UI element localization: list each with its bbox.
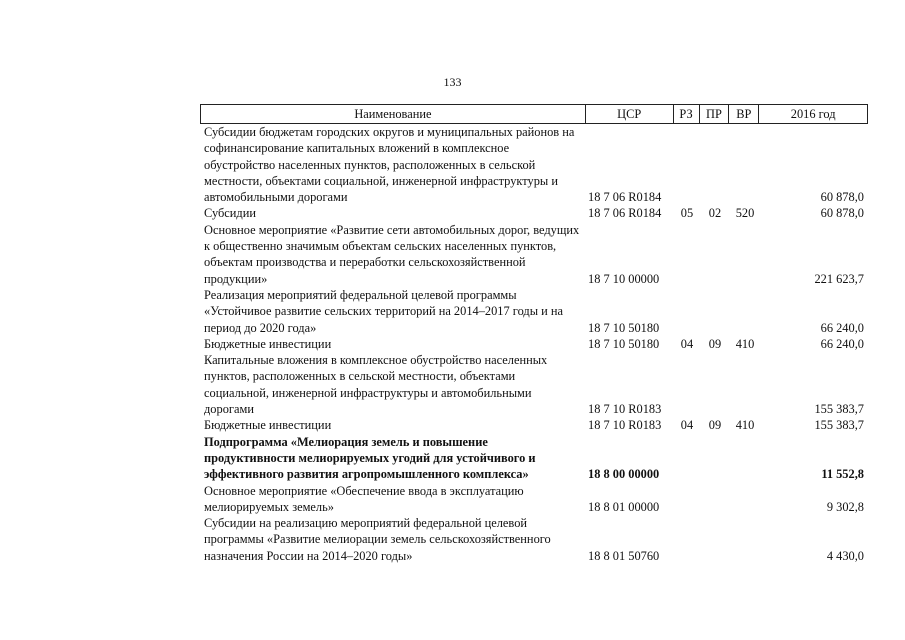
header-pr: ПР <box>700 105 730 123</box>
row-name: Реализация мероприятий федеральной целевой программы «Устойчивое развитие сельских территорий на 2014–2017 годы и на период до 2020 года» <box>204 287 563 335</box>
table-body <box>200 124 868 564</box>
row-name: Основное мероприятие «Обеспечение ввода в эксплуатацию мелиорируемых земель» <box>204 483 524 514</box>
row-name: Капитальные вложения в комплексное обустройство населенных пунктов, расположенных в сельской местности, объектами социальной, инженерной инфраструктуры и автомобильными дорогами <box>204 353 548 417</box>
header-csr: ЦСР <box>586 105 674 123</box>
header-rz: РЗ <box>674 105 700 123</box>
table-header <box>200 104 868 124</box>
row-csr: 18 7 10 R0183 <box>588 418 662 433</box>
row-rz: 04 <box>680 418 694 433</box>
row-amount: 60 878,0 <box>820 206 864 221</box>
row-vr: 410 <box>735 336 755 351</box>
table-row <box>200 483 868 516</box>
row-csr: 18 8 01 00000 <box>588 499 660 514</box>
row-name: Бюджетные инвестиции <box>204 418 332 433</box>
row-rz: 05 <box>680 206 694 221</box>
row-amount: 155 383,7 <box>814 402 864 417</box>
row-pr: 09 <box>708 336 722 351</box>
row-amount: 155 383,7 <box>814 418 864 433</box>
header-name: Наименование <box>201 105 586 123</box>
budget-table <box>200 104 868 564</box>
row-amount: 9 302,8 <box>826 499 864 514</box>
table-row <box>200 352 868 417</box>
header-vr: ВР <box>729 105 759 123</box>
row-csr: 18 8 01 50760 <box>588 548 660 563</box>
row-csr: 18 7 06 R0184 <box>588 206 662 221</box>
row-amount: 60 878,0 <box>820 190 864 205</box>
row-csr: 18 7 06 R0184 <box>588 190 662 205</box>
row-vr: 410 <box>735 418 755 433</box>
row-name: Подпрограмма «Мелиорация земель и повышение продуктивности мелиорируемых угодий для устойчивого и эффективного развития агропромышленного комплекса» <box>204 434 536 482</box>
row-name: Основное мероприятие «Развитие сети автомобильных дорог, ведущих к общественно значимым объектам сельских населенных пунктов, объектам производства и переработки сельскохозяйственной продукции» <box>204 222 580 286</box>
header-year: 2016 год <box>790 107 836 121</box>
row-csr: 18 7 10 50180 <box>588 336 660 351</box>
table-row <box>200 205 868 221</box>
table-row <box>200 417 868 433</box>
table-row <box>200 287 868 336</box>
row-csr: 18 7 10 R0183 <box>588 402 662 417</box>
row-pr: 02 <box>708 206 722 221</box>
row-csr: 18 7 10 50180 <box>588 320 660 335</box>
row-amount: 221 623,7 <box>814 271 864 286</box>
row-rz: 04 <box>680 336 694 351</box>
row-csr: 18 7 10 00000 <box>588 271 660 286</box>
row-name: Субсидии <box>204 206 256 221</box>
table-row <box>200 515 868 564</box>
table-row <box>200 434 868 483</box>
table-row <box>200 222 868 287</box>
row-csr: 18 8 00 00000 <box>588 467 660 482</box>
row-amount: 11 552,8 <box>821 467 864 482</box>
row-name: Субсидии на реализацию мероприятий федеральной целевой программы «Развитие мелиорации земель сельскохозяйственного назначения России на 2014–2020 годы» <box>204 516 551 563</box>
row-pr: 09 <box>708 418 722 433</box>
table-row <box>200 336 868 352</box>
page-number: 133 <box>443 75 462 89</box>
row-amount: 66 240,0 <box>820 320 864 335</box>
row-vr: 520 <box>735 206 755 221</box>
row-name: Субсидии бюджетам городских округов и муниципальных районов на софинансирование капитальных вложений в комплексное обустройство населенных пунктов, расположенных в сельской местности, объектами социальной, инженерной инфраструктуры и автомобильными дорогами <box>204 125 575 205</box>
row-name: Бюджетные инвестиции <box>204 336 332 351</box>
row-amount: 66 240,0 <box>820 336 864 351</box>
row-amount: 4 430,0 <box>826 548 864 563</box>
table-row <box>200 124 868 205</box>
